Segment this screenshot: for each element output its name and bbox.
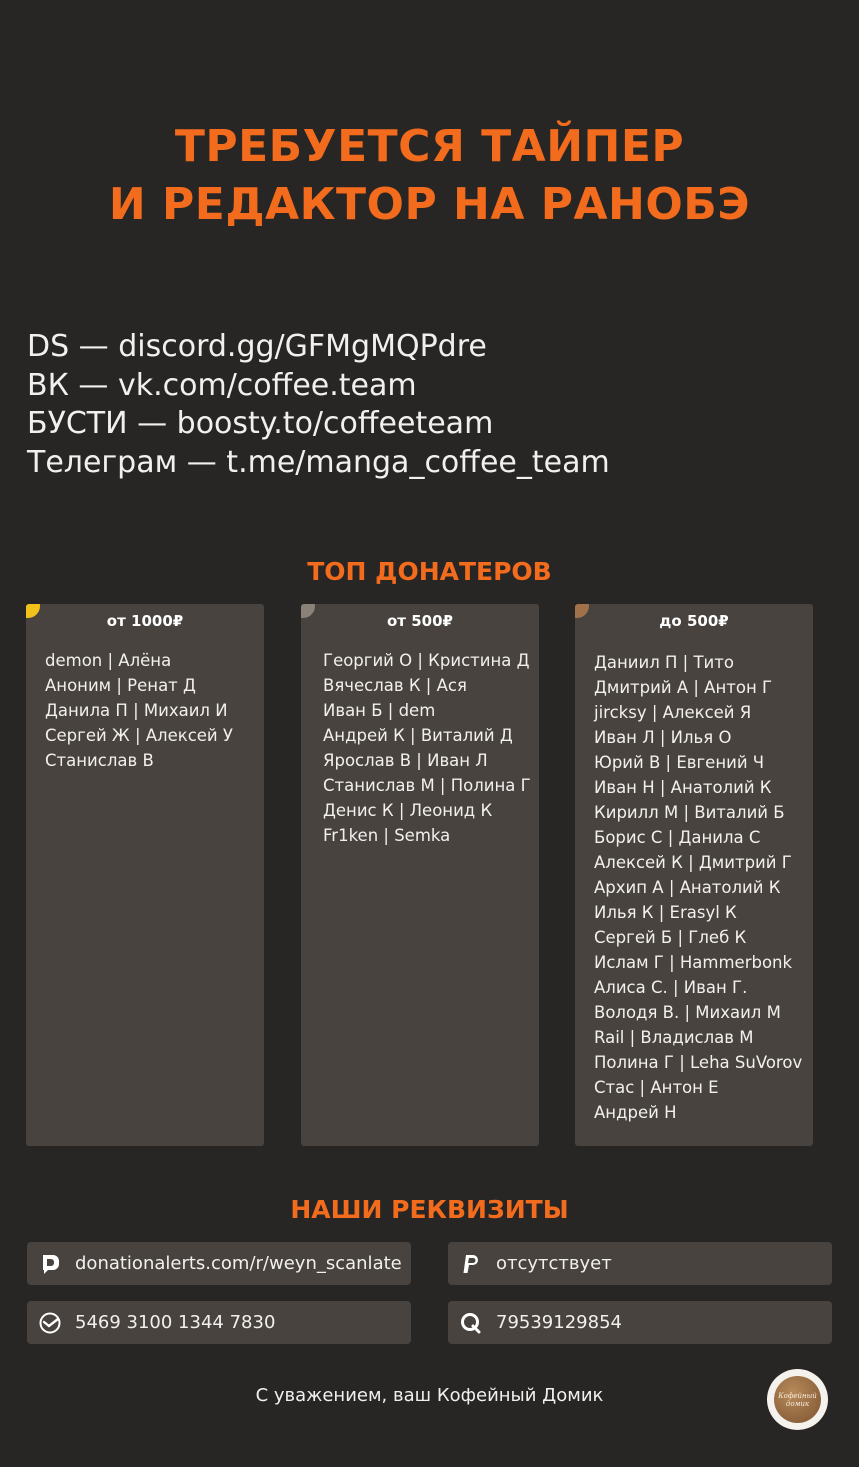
list-item: Иван Н | Анатолий К	[594, 778, 772, 797]
donor-tier-500	[301, 604, 539, 1146]
list-item: Вячеслав К | Ася	[323, 676, 467, 695]
requisite-text: donationalerts.com/r/weyn_scanlate	[75, 1253, 402, 1274]
list-item: Данила П | Михаил И	[45, 701, 228, 720]
list-item: Денис К | Леонид К	[323, 801, 493, 820]
requisite-sberbank[interactable]	[27, 1301, 411, 1344]
list-item: Архип А | Анатолий К	[594, 878, 781, 897]
link-boosty[interactable]: БУСТИ — boosty.to/coffeeteam	[27, 406, 494, 441]
list-item: Даниил П | Тито	[594, 653, 734, 672]
coffee-house-logo	[767, 1369, 828, 1430]
donationalerts-icon	[39, 1253, 61, 1275]
donor-tier-under-500	[575, 604, 813, 1146]
list-item: Ислам Г | Hammerbonk	[594, 953, 793, 972]
list-item: Станислав В	[45, 751, 154, 770]
list-item: Алексей К | Дмитрий Г	[594, 853, 792, 872]
donor-list	[575, 650, 813, 1125]
list-item: Андрей Н	[594, 1103, 677, 1122]
list-item: Кирилл М | Виталий Б	[594, 803, 785, 822]
list-item: Rail | Владислав М	[594, 1028, 754, 1047]
list-item: Стас | Антон Е	[594, 1078, 719, 1097]
list-item: Георгий О | Кристина Д	[323, 651, 530, 670]
contact-links	[27, 328, 610, 482]
logo-text-line-1: Кофейный	[778, 1391, 817, 1400]
tier-title: до 500₽	[659, 612, 729, 630]
list-item: jircksy | Алексей Я	[594, 703, 752, 722]
list-item: Аноним | Ренат Д	[45, 676, 196, 695]
headline-line-2: И РЕДАКТОР НА РАНОБЭ	[108, 179, 751, 230]
requisite-text: 5469 3100 1344 7830	[75, 1312, 276, 1333]
requisites-title: НАШИ РЕКВИЗИТЫ	[290, 1195, 569, 1224]
tier-title: от 1000₽	[106, 612, 184, 630]
list-item: Иван Л | Илья О	[594, 728, 732, 747]
tier-title: от 500₽	[387, 612, 453, 630]
list-item: Алиса С. | Иван Г.	[594, 978, 748, 997]
list-item: Fr1ken | Semka	[323, 826, 451, 845]
requisite-text: 79539129854	[496, 1312, 622, 1333]
list-item: Володя В. | Михаил М	[594, 1003, 781, 1022]
list-item: Сергей Ж | Алексей У	[45, 726, 233, 745]
qiwi-icon	[460, 1312, 482, 1334]
list-item: Андрей К | Виталий Д	[323, 726, 513, 745]
list-item: demon | Алёна	[45, 651, 172, 670]
sberbank-icon	[39, 1312, 61, 1334]
logo-text-line-2: домик	[785, 1399, 810, 1408]
donor-list	[26, 648, 264, 773]
link-vk[interactable]: ВК — vk.com/coffee.team	[27, 367, 417, 403]
list-item: Полина Г | Leha SuVorov	[594, 1053, 803, 1072]
list-item: Ярослав В | Иван Л	[323, 751, 488, 770]
list-item: Дмитрий А | Антон Г	[594, 678, 773, 697]
top-donors-title: ТОП ДОНАТЕРОВ	[307, 557, 552, 586]
list-item: Сергей Б | Глеб К	[594, 928, 747, 947]
requisite-paypal[interactable]	[448, 1242, 832, 1285]
footer-text: С уважением, ваш Кофейный Домик	[255, 1385, 604, 1406]
requisite-text: отсутствует	[496, 1253, 612, 1274]
requisite-donationalerts[interactable]	[27, 1242, 411, 1285]
requisite-qiwi[interactable]	[448, 1301, 832, 1344]
donor-list	[301, 648, 539, 848]
list-item: Борис С | Данила С	[594, 828, 761, 847]
list-item: Иван Б | dem	[323, 701, 436, 720]
logo-emblem	[774, 1376, 821, 1423]
link-discord[interactable]: DS — discord.gg/GFMgMQPdre	[27, 329, 487, 364]
paypal-icon	[460, 1253, 482, 1275]
donor-tier-1000	[26, 604, 264, 1146]
list-item: Илья К | Erasyl К	[594, 903, 737, 922]
list-item: Станислав М | Полина Г	[323, 776, 531, 795]
headline-line-1: ТРЕБУЕТСЯ ТАЙПЕР	[174, 121, 685, 172]
page-headline	[0, 118, 859, 234]
link-telegram[interactable]: Телеграм — t.me/manga_coffee_team	[27, 444, 610, 480]
list-item: Юрий В | Евгений Ч	[594, 753, 765, 772]
